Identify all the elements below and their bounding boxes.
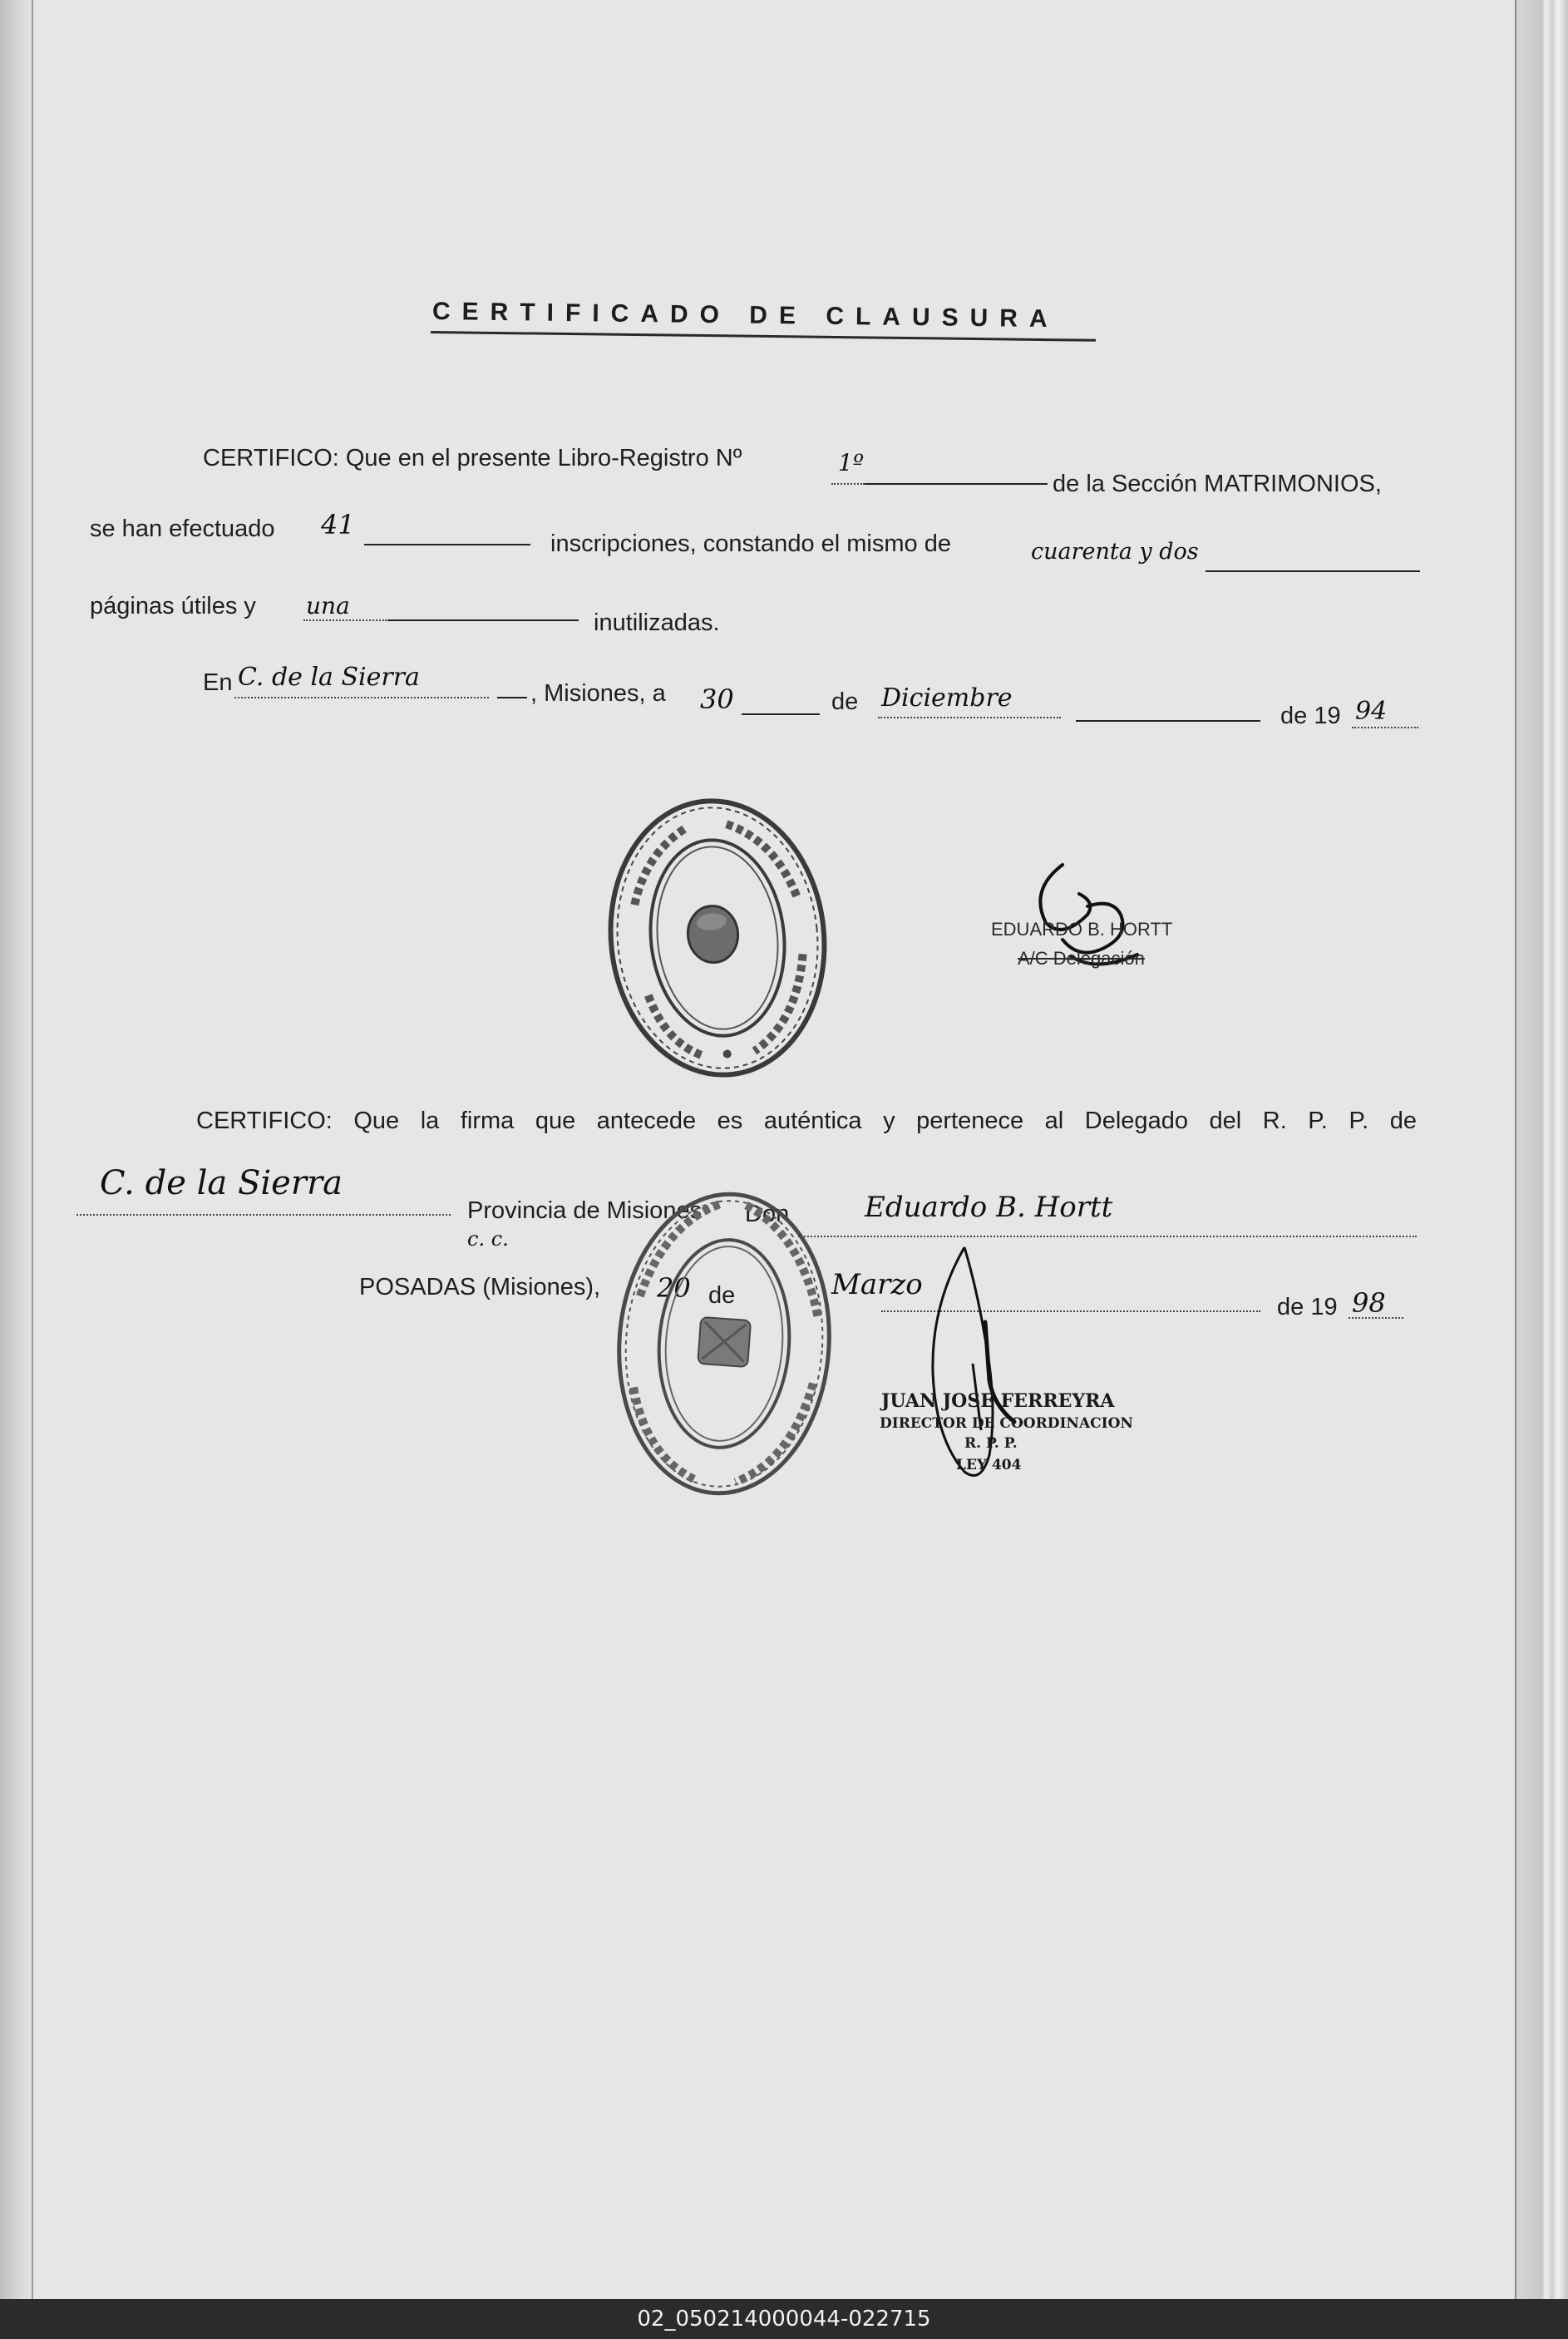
s1-lugar-dots bbox=[234, 697, 489, 698]
s2-provincia: Provincia de Misiones bbox=[467, 1197, 703, 1224]
signature-2-law: LEY 404 bbox=[956, 1457, 1022, 1473]
page-left-edge bbox=[0, 0, 33, 2299]
s1-inutilizadas: una bbox=[306, 592, 350, 619]
signature-1-role: A/C Delegación bbox=[1018, 948, 1145, 969]
s1-inscripciones: 41 bbox=[321, 509, 355, 540]
s1-dia: 30 bbox=[700, 683, 734, 715]
s2-ciudad: POSADAS (Misiones), bbox=[359, 1274, 601, 1300]
document-title: CERTIFICADO DE CLAUSURA bbox=[431, 298, 1059, 333]
page-right-edge bbox=[1515, 0, 1568, 2299]
s2-anio-dots bbox=[1349, 1317, 1403, 1319]
s2-delegado-dots bbox=[798, 1236, 1417, 1237]
scan-footer-id: 02_050214000044-022715 bbox=[0, 2299, 1568, 2339]
signature-2-org: R. P. P. bbox=[964, 1435, 1018, 1452]
s1-lugar-rule bbox=[497, 697, 527, 698]
s1-line2-prefix: se han efectuado bbox=[90, 516, 275, 542]
s1-line4-en: En bbox=[203, 669, 233, 696]
registry-seal-1-icon bbox=[605, 797, 830, 1079]
s2-anio-prefix: de 19 bbox=[1277, 1294, 1338, 1320]
s1-inutilizadas-rule bbox=[387, 619, 579, 621]
s1-paginas-rule bbox=[1206, 570, 1420, 572]
s1-anio: 94 bbox=[1355, 697, 1388, 726]
s2-dia: 20 bbox=[657, 1272, 691, 1304]
s1-inscripciones-rule bbox=[364, 544, 530, 545]
s1-line4-anio: de 19 bbox=[1280, 703, 1341, 729]
s1-mes-dots bbox=[878, 717, 1061, 718]
registry-seal-2-icon bbox=[612, 1186, 836, 1502]
s2-delegado: Eduardo B. Hortt bbox=[865, 1191, 1113, 1224]
s2-lugar: C. de la Sierra bbox=[100, 1164, 343, 1202]
s1-libro-dots bbox=[831, 483, 865, 485]
s2-lugar-note: c. c. bbox=[467, 1227, 509, 1251]
s1-dia-rule bbox=[742, 713, 820, 715]
s1-paginas-utiles: cuarenta y dos bbox=[1031, 539, 1199, 565]
s1-line2-middle: inscripciones, constando el mismo de bbox=[550, 530, 951, 557]
s1-mes-rule bbox=[1076, 720, 1260, 722]
s1-libro-numero: 1º bbox=[838, 449, 864, 476]
s1-line4-misiones: , Misiones, a bbox=[530, 680, 666, 707]
s2-don: Don bbox=[745, 1201, 790, 1227]
s1-line3-prefix: páginas útiles y bbox=[90, 593, 256, 619]
s1-inutilizadas-dots bbox=[303, 619, 387, 621]
s1-anio-dots bbox=[1352, 727, 1418, 728]
s2-de: de bbox=[708, 1282, 736, 1309]
s1-line3-suffix: inutilizadas. bbox=[594, 609, 720, 636]
s2-mes: Marzo bbox=[831, 1268, 923, 1301]
s2-line1: CERTIFICO: Que la firma que antecede es auténtica y pertenece al Delegado del R. P. P. de bbox=[196, 1108, 1417, 1134]
s1-mes: Diciembre bbox=[881, 683, 1013, 713]
s1-libro-rule bbox=[865, 483, 1048, 485]
signature-2-role: DIRECTOR DE COORDINACION bbox=[880, 1415, 1133, 1432]
s1-line1-suffix: de la Sección MATRIMONIOS, bbox=[1053, 471, 1382, 497]
s1-line1-prefix: CERTIFICO: Que en el presente Libro-Registro Nº bbox=[203, 445, 742, 471]
signature-1-name: EDUARDO B. HORTT bbox=[991, 919, 1173, 940]
s2-lugar-dots bbox=[76, 1214, 451, 1216]
s2-anio: 98 bbox=[1352, 1287, 1386, 1319]
signature-2-name: JUAN JOSE FERREYRA bbox=[881, 1390, 1115, 1412]
s1-lugar: C. de la Sierra bbox=[238, 663, 420, 692]
s1-line4-de: de bbox=[831, 688, 859, 715]
